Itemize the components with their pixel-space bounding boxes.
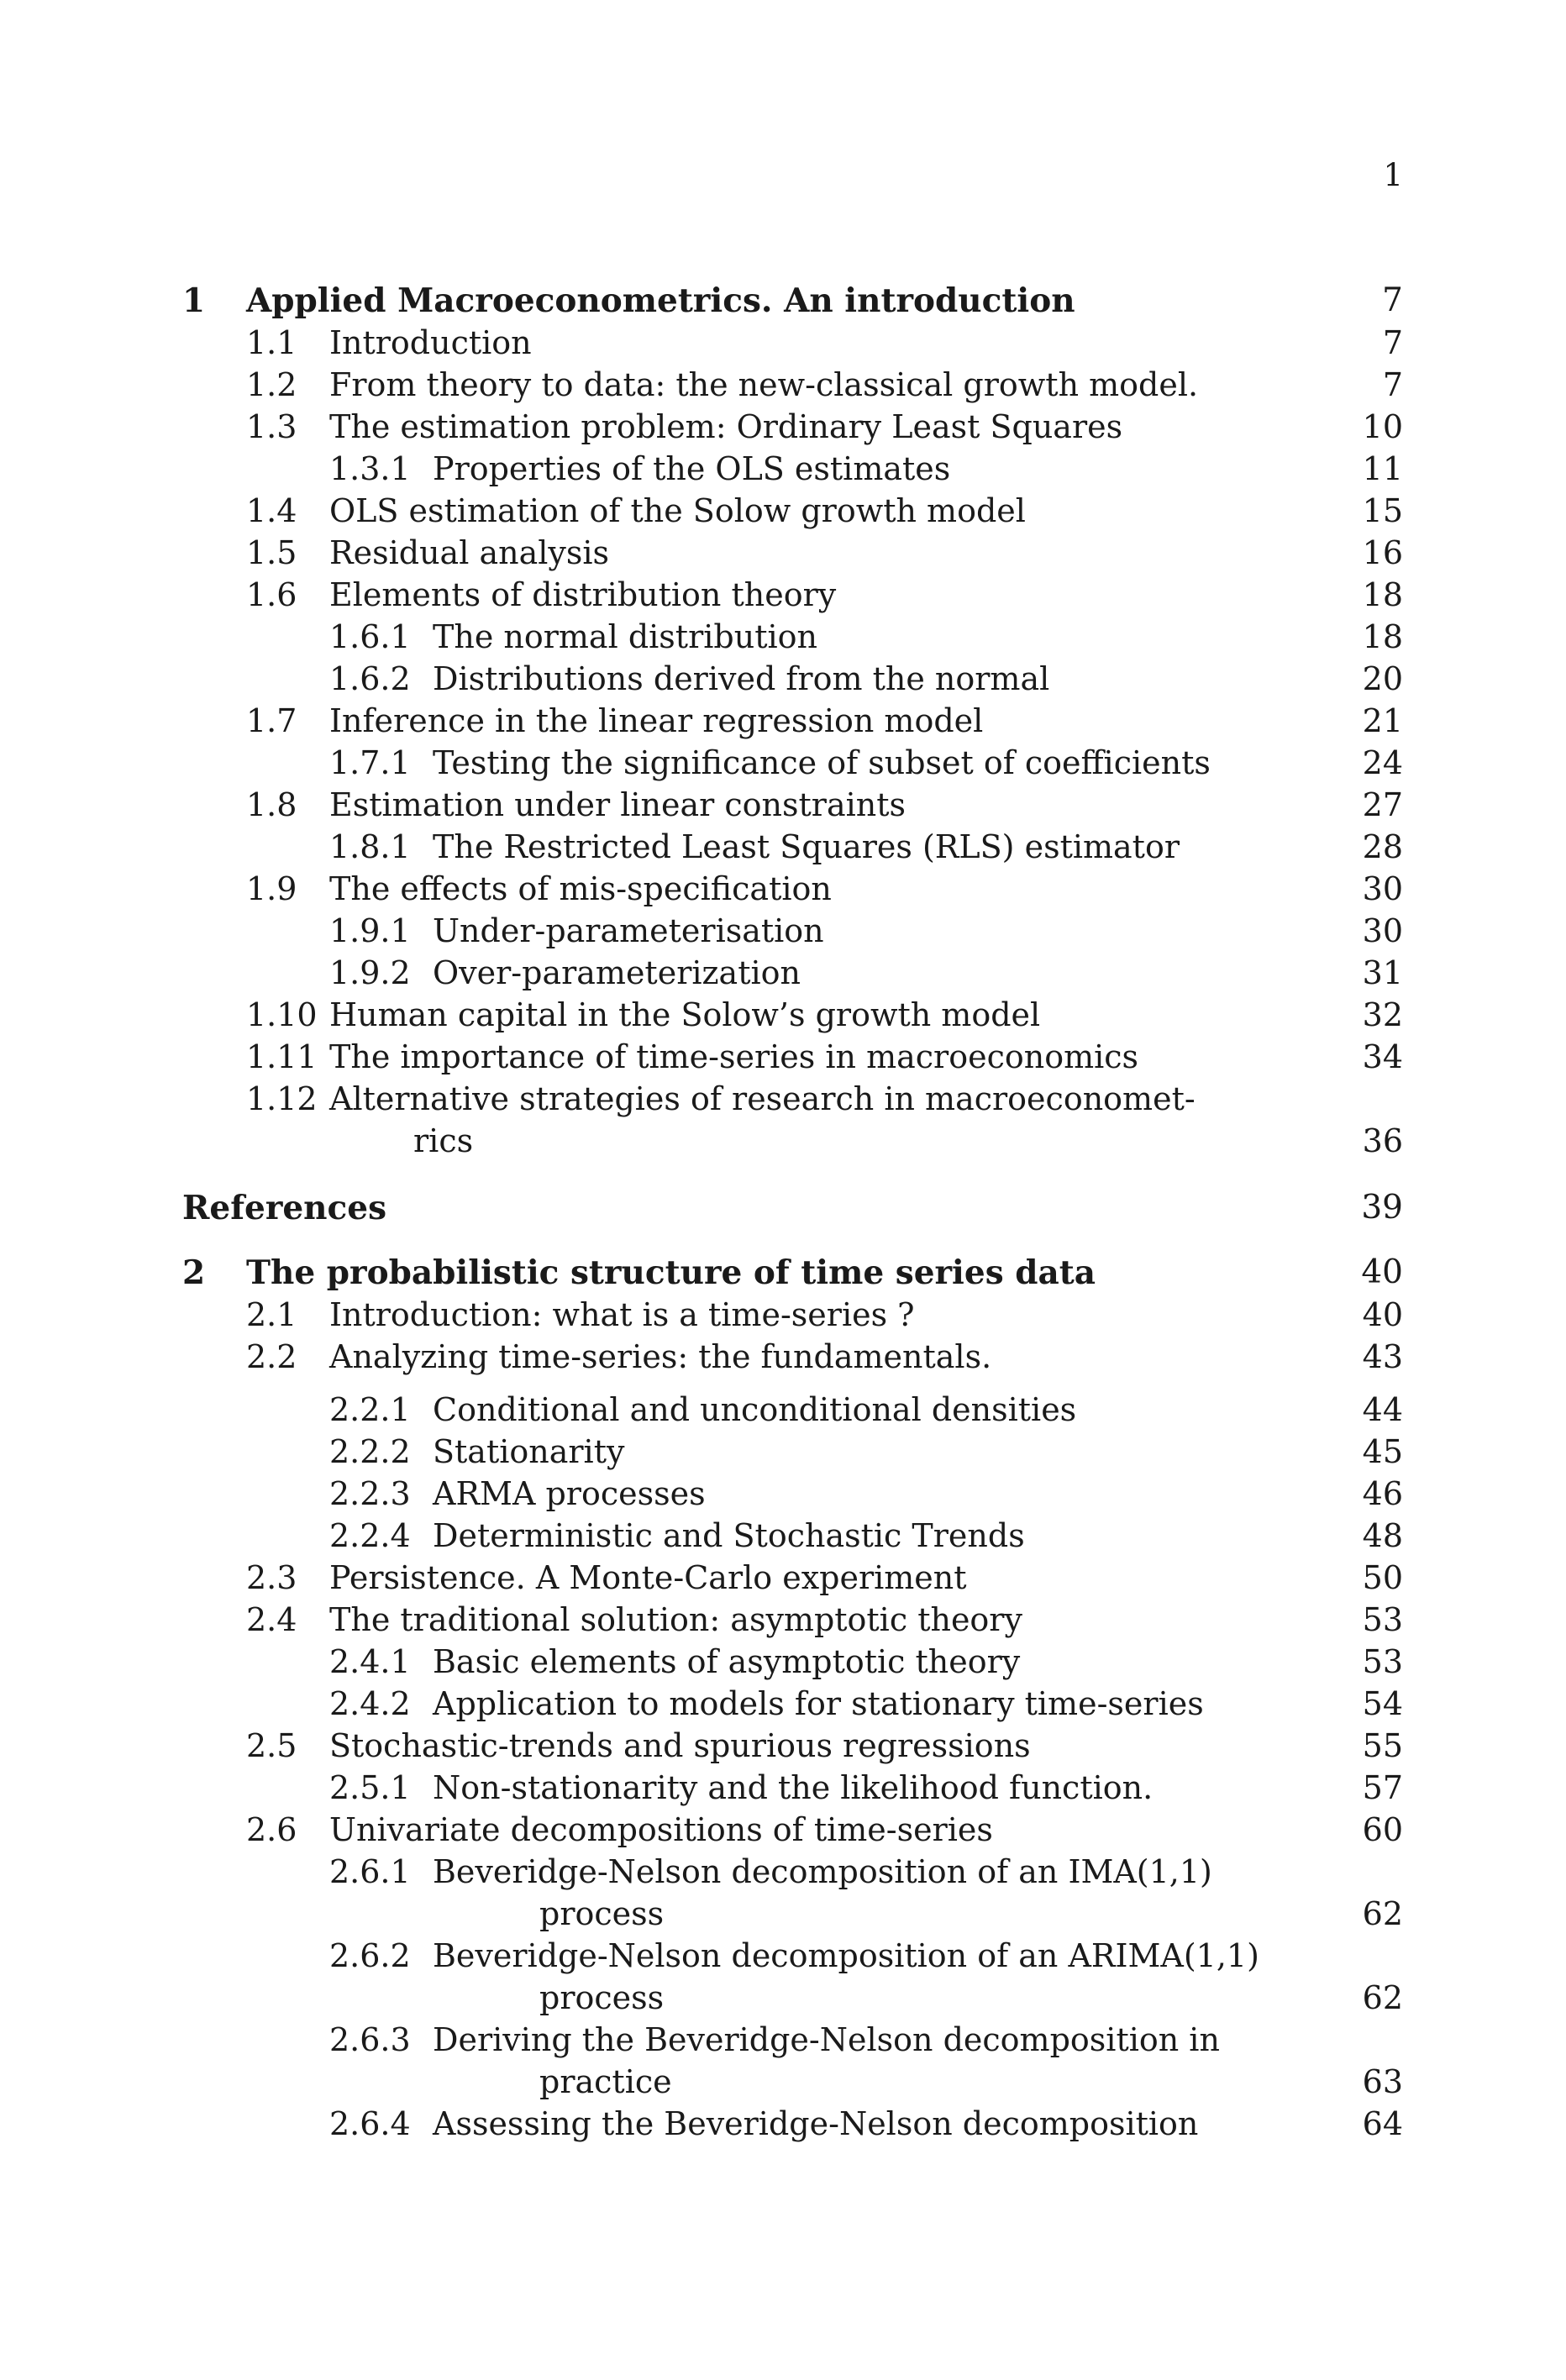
subsection-page: 54 [1362, 1685, 1403, 1722]
subsection-title: Beveridge-Nelson decomposition of an ARIMA(1,1) [433, 1937, 1259, 1974]
chapter-number: 2 [182, 1253, 206, 1292]
toc-section[interactable] [0, 322, 1566, 364]
toc-subsection[interactable] [0, 1389, 1566, 1431]
toc-section[interactable] [0, 868, 1566, 910]
section-page: 55 [1362, 1727, 1403, 1764]
section-title: Alternative strategies of research in macroeconomet- [329, 1080, 1196, 1117]
section-number: 1.1 [246, 324, 297, 361]
section-number: 1.2 [246, 366, 297, 403]
section-title: Introduction [329, 324, 532, 361]
section-number: 2.1 [246, 1296, 297, 1333]
toc-section[interactable] [0, 490, 1566, 532]
subsection-page: 11 [1362, 450, 1403, 487]
toc-subsection[interactable] [0, 1431, 1566, 1473]
subsection-number: 1.7.1 [329, 744, 411, 781]
section-number: 1.3 [246, 408, 297, 445]
subsection-page: 48 [1362, 1517, 1403, 1554]
subsection-title: Assessing the Beveridge-Nelson decomposition [433, 2105, 1199, 2142]
toc-section[interactable] [0, 1725, 1566, 1767]
section-title: The traditional solution: asymptotic theory [329, 1601, 1022, 1638]
section-page: 7 [1382, 324, 1403, 361]
section-title: Elements of distribution theory [329, 576, 837, 613]
subsection-number: 2.4.2 [329, 1685, 411, 1722]
section-title-continuation: rics [413, 1122, 474, 1159]
subsection-title: Beveridge-Nelson decomposition of an IMA(1,1) [433, 1853, 1212, 1890]
section-title: Inference in the linear regression model [329, 702, 984, 739]
subsection-page: 63 [1362, 2063, 1403, 2100]
toc-subsection[interactable] [0, 1683, 1566, 1725]
references-heading[interactable] [0, 1187, 1566, 1229]
subsection-page: 53 [1362, 1643, 1403, 1680]
subsection-number: 2.6.3 [329, 2021, 411, 2058]
subsection-number: 1.3.1 [329, 450, 411, 487]
subsection-title: Distributions derived from the normal [433, 660, 1050, 697]
chapter-page: 40 [1361, 1253, 1403, 1291]
section-title: Introduction: what is a time-series ? [329, 1296, 915, 1333]
section-number: 2.4 [246, 1601, 297, 1638]
subsection-number: 2.6.2 [329, 1937, 411, 1974]
section-number: 1.10 [246, 996, 318, 1033]
section-title: The estimation problem: Ordinary Least Squares [329, 408, 1123, 445]
toc-subsection[interactable] [0, 952, 1566, 994]
toc-subsection[interactable] [0, 658, 1566, 700]
toc-subsection[interactable] [0, 1515, 1566, 1557]
subsection-number: 1.9.2 [329, 954, 411, 991]
subsection-page: 62 [1362, 1979, 1403, 2016]
section-title: OLS estimation of the Solow growth model [329, 492, 1026, 529]
toc-subsection-continuation[interactable] [0, 1977, 1566, 2019]
subsection-title: Testing the significance of subset of coefficients [433, 744, 1211, 781]
subsection-number: 2.6.4 [329, 2105, 411, 2142]
subsection-title: Properties of the OLS estimates [433, 450, 951, 487]
toc-subsection[interactable] [0, 1473, 1566, 1515]
toc-subsection[interactable] [0, 2019, 1566, 2061]
section-page: 36 [1362, 1122, 1403, 1159]
subsection-page: 30 [1362, 912, 1403, 949]
section-number: 2.5 [246, 1727, 297, 1764]
toc-section[interactable] [0, 1036, 1566, 1078]
section-page: 15 [1362, 492, 1403, 529]
subsection-page: 57 [1362, 1769, 1403, 1806]
toc-subsection[interactable] [0, 1851, 1566, 1893]
section-title: The importance of time-series in macroeconomics [329, 1038, 1139, 1075]
subsection-title: Over-parameterization [433, 954, 801, 991]
section-number: 1.9 [246, 870, 297, 907]
section-page: 30 [1362, 870, 1403, 907]
toc-section[interactable] [0, 1294, 1566, 1336]
toc-subsection[interactable] [0, 616, 1566, 658]
section-number: 1.6 [246, 576, 297, 613]
toc-subsection[interactable] [0, 1641, 1566, 1683]
toc-section[interactable] [0, 532, 1566, 574]
subsection-page: 31 [1362, 954, 1403, 991]
subsection-page: 28 [1362, 828, 1403, 865]
toc-section[interactable] [0, 574, 1566, 616]
toc-section-continuation[interactable] [0, 1120, 1566, 1162]
toc-subsection[interactable] [0, 448, 1566, 490]
toc-subsection[interactable] [0, 1935, 1566, 1977]
toc-section[interactable] [0, 1557, 1566, 1599]
toc-subsection[interactable] [0, 2103, 1566, 2145]
page-number: 1 [1383, 157, 1403, 193]
chapter-title: Applied Macroeconometrics. An introduction [246, 281, 1075, 320]
section-title: Human capital in the Solow’s growth model [329, 996, 1041, 1033]
toc-section[interactable] [0, 406, 1566, 448]
section-page: 7 [1382, 366, 1403, 403]
subsection-title-continuation: practice [539, 2063, 672, 2100]
section-title: From theory to data: the new-classical growth model. [329, 366, 1199, 403]
section-number: 2.2 [246, 1338, 297, 1375]
subsection-page: 46 [1362, 1475, 1403, 1512]
subsection-title: ARMA processes [433, 1475, 706, 1512]
toc-section[interactable] [0, 1599, 1566, 1641]
section-page: 18 [1362, 576, 1403, 613]
subsection-number: 2.2.3 [329, 1475, 411, 1512]
subsection-page: 45 [1362, 1433, 1403, 1470]
subsection-title: Deterministic and Stochastic Trends [433, 1517, 1025, 1554]
subsection-title: Stationarity [433, 1433, 625, 1470]
toc-section[interactable] [0, 1809, 1566, 1851]
subsection-number: 1.9.1 [329, 912, 411, 949]
section-page: 60 [1362, 1811, 1403, 1848]
section-page: 43 [1362, 1338, 1403, 1375]
subsection-title: Application to models for stationary time-series [433, 1685, 1204, 1722]
section-number: 1.8 [246, 786, 297, 823]
chapter-1-heading[interactable] [0, 280, 1566, 322]
toc-subsection-continuation[interactable] [0, 1893, 1566, 1935]
chapter-title: The probabilistic structure of time series data [246, 1253, 1096, 1292]
toc-section[interactable] [0, 994, 1566, 1036]
toc-section[interactable] [0, 784, 1566, 826]
section-page: 50 [1362, 1559, 1403, 1596]
subsection-number: 2.2.2 [329, 1433, 411, 1470]
subsection-title: The Restricted Least Squares (RLS) estimator [433, 828, 1180, 865]
subsection-page: 18 [1362, 618, 1403, 655]
section-title: Univariate decompositions of time-series [329, 1811, 993, 1848]
subsection-number: 2.5.1 [329, 1769, 411, 1806]
section-page: 53 [1362, 1601, 1403, 1638]
section-title: Analyzing time-series: the fundamentals. [329, 1338, 992, 1375]
subsection-title: Conditional and unconditional densities [433, 1391, 1077, 1428]
subsection-title-continuation: process [539, 1979, 665, 2016]
toc-section[interactable] [0, 700, 1566, 742]
subsection-number: 1.6.2 [329, 660, 411, 697]
subsection-page: 44 [1362, 1391, 1403, 1428]
toc-section[interactable] [0, 1078, 1566, 1120]
chapter-page: 7 [1382, 281, 1403, 319]
subsection-number: 2.2.1 [329, 1391, 411, 1428]
toc-subsection[interactable] [0, 742, 1566, 784]
toc-subsection[interactable] [0, 910, 1566, 952]
subsection-title: The normal distribution [433, 618, 817, 655]
section-title: Stochastic-trends and spurious regressions [329, 1727, 1031, 1764]
section-number: 1.4 [246, 492, 297, 529]
section-number: 1.7 [246, 702, 297, 739]
toc-subsection-continuation[interactable] [0, 2061, 1566, 2103]
section-page: 34 [1362, 1038, 1403, 1075]
section-page: 16 [1362, 534, 1403, 571]
section-page: 27 [1362, 786, 1403, 823]
subsection-title: Basic elements of asymptotic theory [433, 1643, 1021, 1680]
section-page: 21 [1362, 702, 1403, 739]
subsection-page: 24 [1362, 744, 1403, 781]
subsection-title: Under-parameterisation [433, 912, 824, 949]
subsection-number: 2.2.4 [329, 1517, 411, 1554]
toc-section[interactable] [0, 1336, 1566, 1378]
section-title: Persistence. A Monte-Carlo experiment [329, 1559, 967, 1596]
subsection-title-continuation: process [539, 1895, 665, 1932]
subsection-page: 20 [1362, 660, 1403, 697]
chapter-number: 1 [182, 281, 206, 320]
toc-subsection[interactable] [0, 826, 1566, 868]
section-page: 40 [1362, 1296, 1403, 1333]
section-number: 2.6 [246, 1811, 297, 1848]
toc-subsection[interactable] [0, 1767, 1566, 1809]
section-title: Residual analysis [329, 534, 610, 571]
subsection-number: 2.6.1 [329, 1853, 411, 1890]
subsection-page: 62 [1362, 1895, 1403, 1932]
section-title: Estimation under linear constraints [329, 786, 906, 823]
subsection-title: Deriving the Beveridge-Nelson decomposition in [433, 2021, 1220, 2058]
references-title: References [182, 1189, 387, 1227]
section-page: 10 [1362, 408, 1403, 445]
section-number: 1.5 [246, 534, 297, 571]
section-number: 2.3 [246, 1559, 297, 1596]
subsection-number: 1.8.1 [329, 828, 411, 865]
subsection-title: Non-stationarity and the likelihood function. [433, 1769, 1153, 1806]
chapter-2-heading[interactable] [0, 1252, 1566, 1294]
section-number: 1.12 [246, 1080, 318, 1117]
section-number: 1.11 [246, 1038, 318, 1075]
section-page: 32 [1362, 996, 1403, 1033]
subsection-page: 64 [1362, 2105, 1403, 2142]
section-title: The effects of mis-specification [329, 870, 832, 907]
subsection-number: 2.4.1 [329, 1643, 411, 1680]
toc-section[interactable] [0, 364, 1566, 406]
subsection-number: 1.6.1 [329, 618, 411, 655]
references-page: 39 [1361, 1189, 1403, 1227]
